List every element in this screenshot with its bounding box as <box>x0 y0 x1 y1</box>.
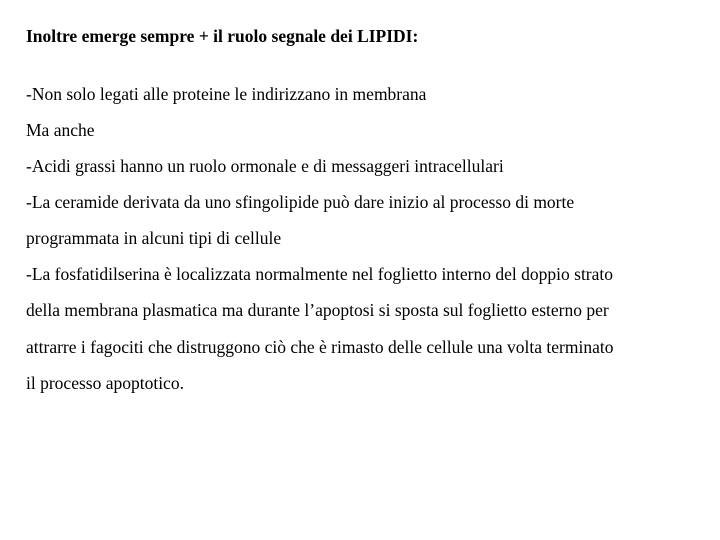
text-line-membrana-plasmatica: della membrana plasmatica ma durante l’apoptosi si sposta sul foglietto esterno per <box>26 300 609 320</box>
text-line-attrarre-fagociti: attrarre i fagociti che distruggono ciò che è rimasto delle cellule una volta terminato <box>26 337 614 357</box>
text-line-ceramide: -La ceramide derivata da uno sfingolipide può dare inizio al processo di morte <box>26 192 575 212</box>
text-line-processo-apoptotico: il processo apoptotico. <box>26 373 184 393</box>
text-line-ma-anche: Ma anche <box>26 120 95 140</box>
text-line-programmata: programmata in alcuni tipi di cellule <box>26 228 282 248</box>
slide-heading: Inoltre emerge sempre + il ruolo segnale dei LIPIDI: <box>26 26 419 46</box>
text-line-non-solo: -Non solo legati alle proteine le indirizzano in membrana <box>26 84 427 104</box>
text-line-acidi-grassi: -Acidi grassi hanno un ruolo ormonale e di messaggeri intracellulari <box>26 156 504 176</box>
text-line-fosfatidilserina: -La fosfatidilserina è localizzata normalmente nel foglietto interno del doppio strato <box>26 264 614 284</box>
